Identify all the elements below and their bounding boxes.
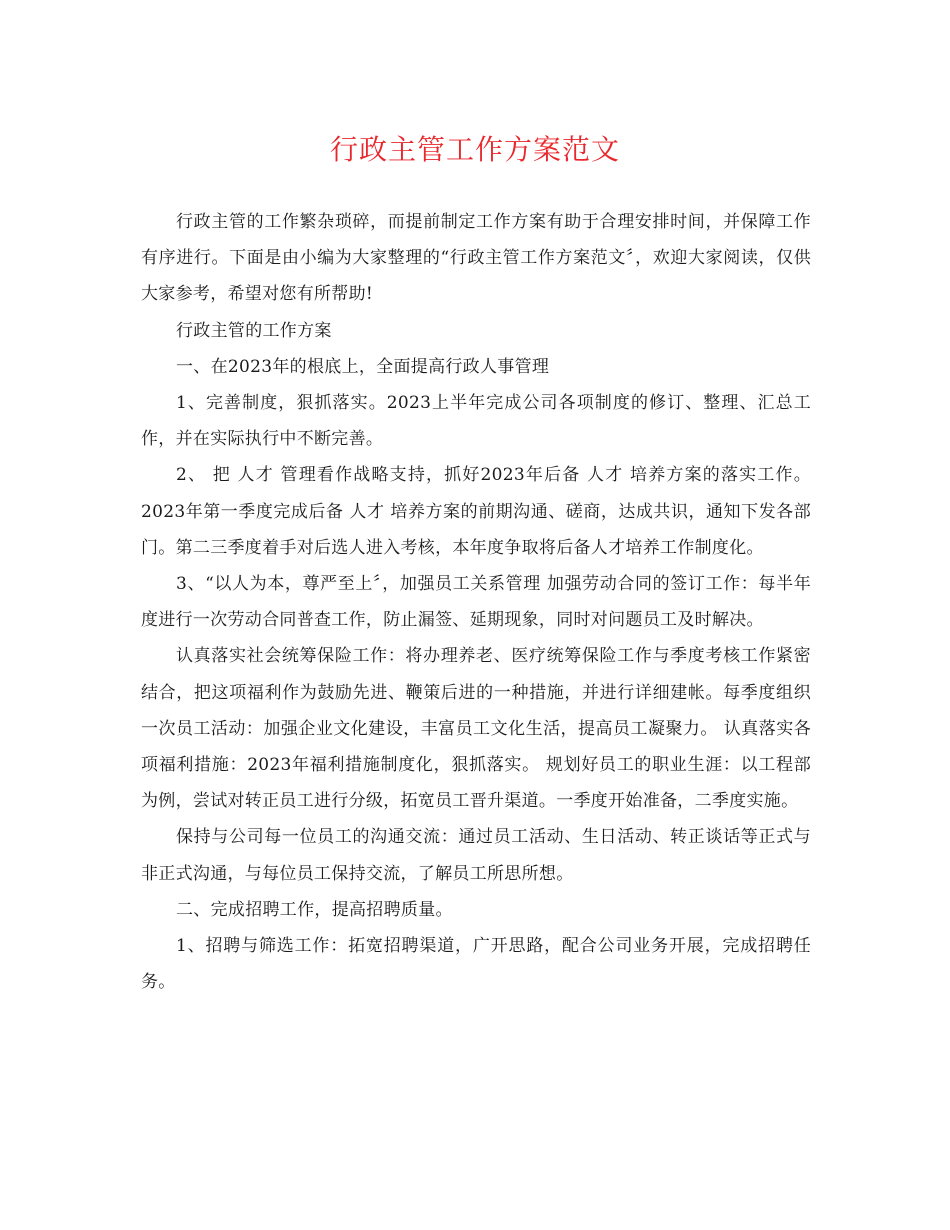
section-heading: 行政主管的工作方案 xyxy=(176,320,332,341)
intro-paragraph: 行政主管的工作繁杂琐碎，而提前制定工作方案有助于合理安排时间，并保障工作有序进行。下面是由小编为大家整理的“行政主管工作方案范文〞，欢迎大家阅读，仅供大家参考，希望对您有所帮助! xyxy=(141,212,811,305)
section-two-heading: 二、完成招聘工作，提高招聘质量。 xyxy=(176,899,453,920)
communication-paragraph: 保持与公司每一位员工的沟通交流：通过员工活动、生日活动、转正谈话等正式与非正式沟通，与每位员工保持交流，了解员工所思所想。 xyxy=(141,827,811,884)
recruitment-paragraph: 1、招聘与筛选工作：拓宽招聘渠道，广开思路，配合公司业务开展，完成招聘任务。 xyxy=(141,936,811,993)
insurance-paragraph: 认真落实社会统筹保险工作：将办理养老、医疗统筹保险工作与季度考核工作紧密结合，把这项福利作为鼓励先进、鞭策后进的一种措施，并进行详细建帐。每季度组织一次员工活动：加强企业文化建设，丰富员工文化生活，提高员工凝聚力。 认真落实各项福利措施：2023年福利措施制度化，狠抓落实。 规划好员工的职业生涯：以工程部为例，尝试对转正员工进行分级，拓宽员工晋升渠道。一季度开始准备，二季度实施。 xyxy=(141,646,811,812)
document-body xyxy=(141,204,811,1000)
section-one-heading: 一、在2023年的根底上，全面提高行政人事管理 xyxy=(176,356,550,377)
document-title: 行政主管工作方案范文 xyxy=(329,133,620,166)
item-one-paragraph: 1、完善制度，狠抓落实。2023上半年完成公司各项制度的修订、整理、汇总工作，并在实际执行中不断完善。 xyxy=(141,393,811,450)
item-three-paragraph: 3、“以人为本，尊严至上〞，加强员工关系管理 加强劳动合同的签订工作：每半年度进行一次劳动合同普查工作，防止漏签、延期现象，同时对问题员工及时解决。 xyxy=(141,574,811,631)
item-two-paragraph: 2、 把 人才 管理看作战略支持，抓好2023年后备 人才 培养方案的落实工作。2023年第一季度完成后备 人才 培养方案的前期沟通、磋商，达成共识，通知下发各部门。第二三季度着手对后选人进入考核，本年度争取将后备人才培养工作制度化。 xyxy=(141,465,811,558)
